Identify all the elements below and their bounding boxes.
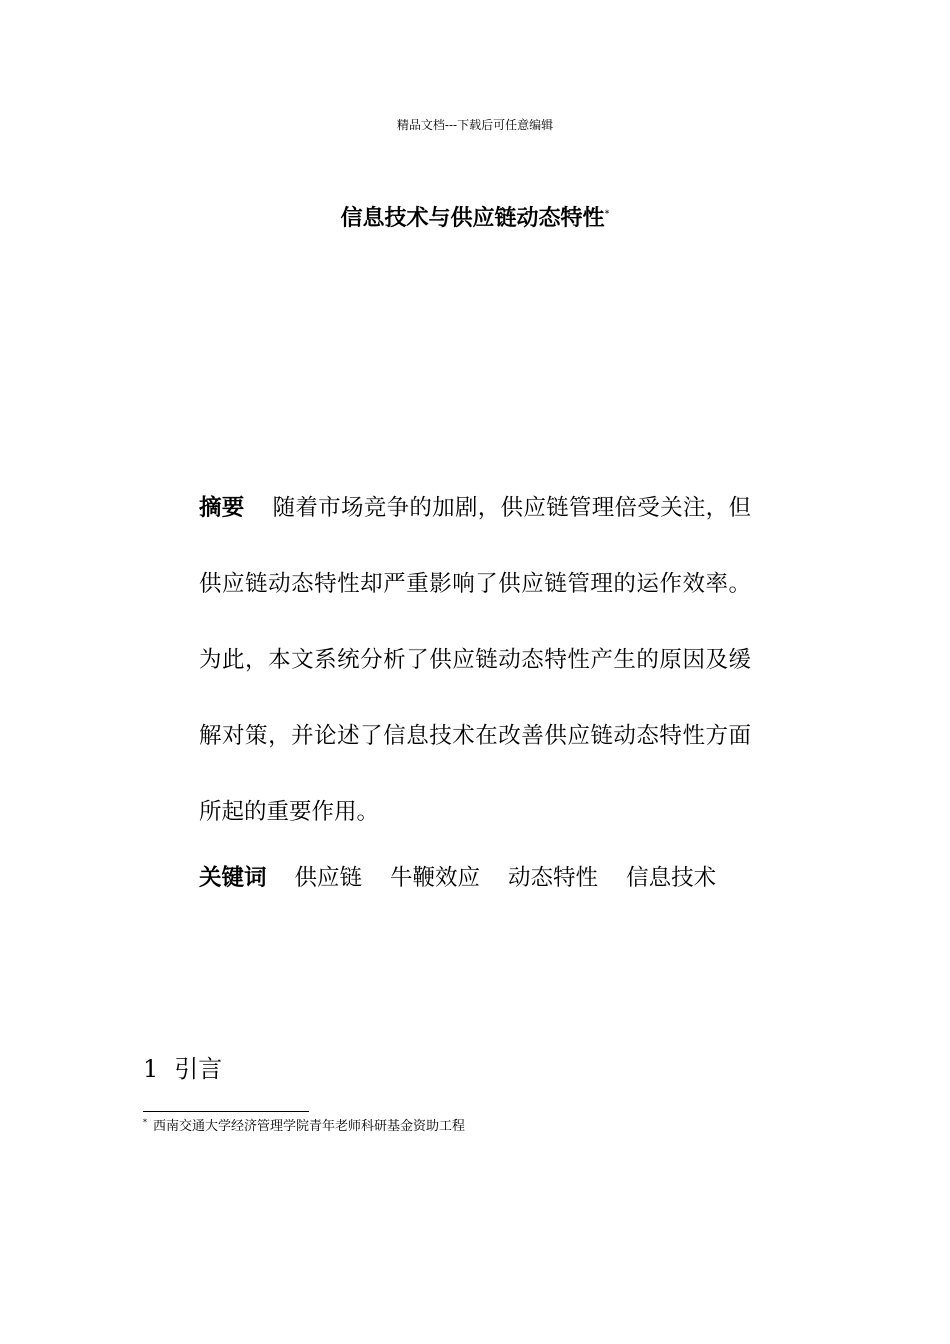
- footnote: [143, 1118, 465, 1136]
- keyword-item: 牛鞭效应: [390, 865, 481, 891]
- keywords-paragraph: [199, 840, 751, 916]
- footnote-mark: *: [143, 1117, 147, 1127]
- title-text: 信息技术与供应链动态特性: [340, 206, 605, 231]
- footnote-divider: [143, 1111, 309, 1112]
- title-footnote-mark: *: [604, 208, 610, 220]
- footnote-text: 西南交通大学经济管理学院青年老师科研基金资助工程: [153, 1119, 466, 1134]
- keyword-item: 动态特性: [508, 865, 599, 891]
- section-heading: [143, 1052, 222, 1086]
- keywords-label: 关键词: [199, 865, 267, 891]
- document-title: [0, 203, 950, 235]
- keyword-item: 供应链: [294, 865, 363, 891]
- section-title: 引言: [174, 1055, 223, 1083]
- header-note: 精品文档---下载后可任意编辑: [396, 118, 554, 132]
- abstract-label: 摘要: [199, 495, 245, 521]
- abstract-body: 随着市场竞争的加剧，供应链管理倍受关注，但供应链动态特性却严重影响了供应链管理的运作效率。为此，本文系统分析了供应链动态特性产生的原因及缓解对策，并论述了信息技术在改善供应链动态特性方面所起的重要作用。: [199, 495, 751, 825]
- abstract-paragraph: [199, 470, 751, 850]
- keyword-item: 信息技术: [626, 865, 717, 891]
- section-number: 1: [143, 1055, 159, 1083]
